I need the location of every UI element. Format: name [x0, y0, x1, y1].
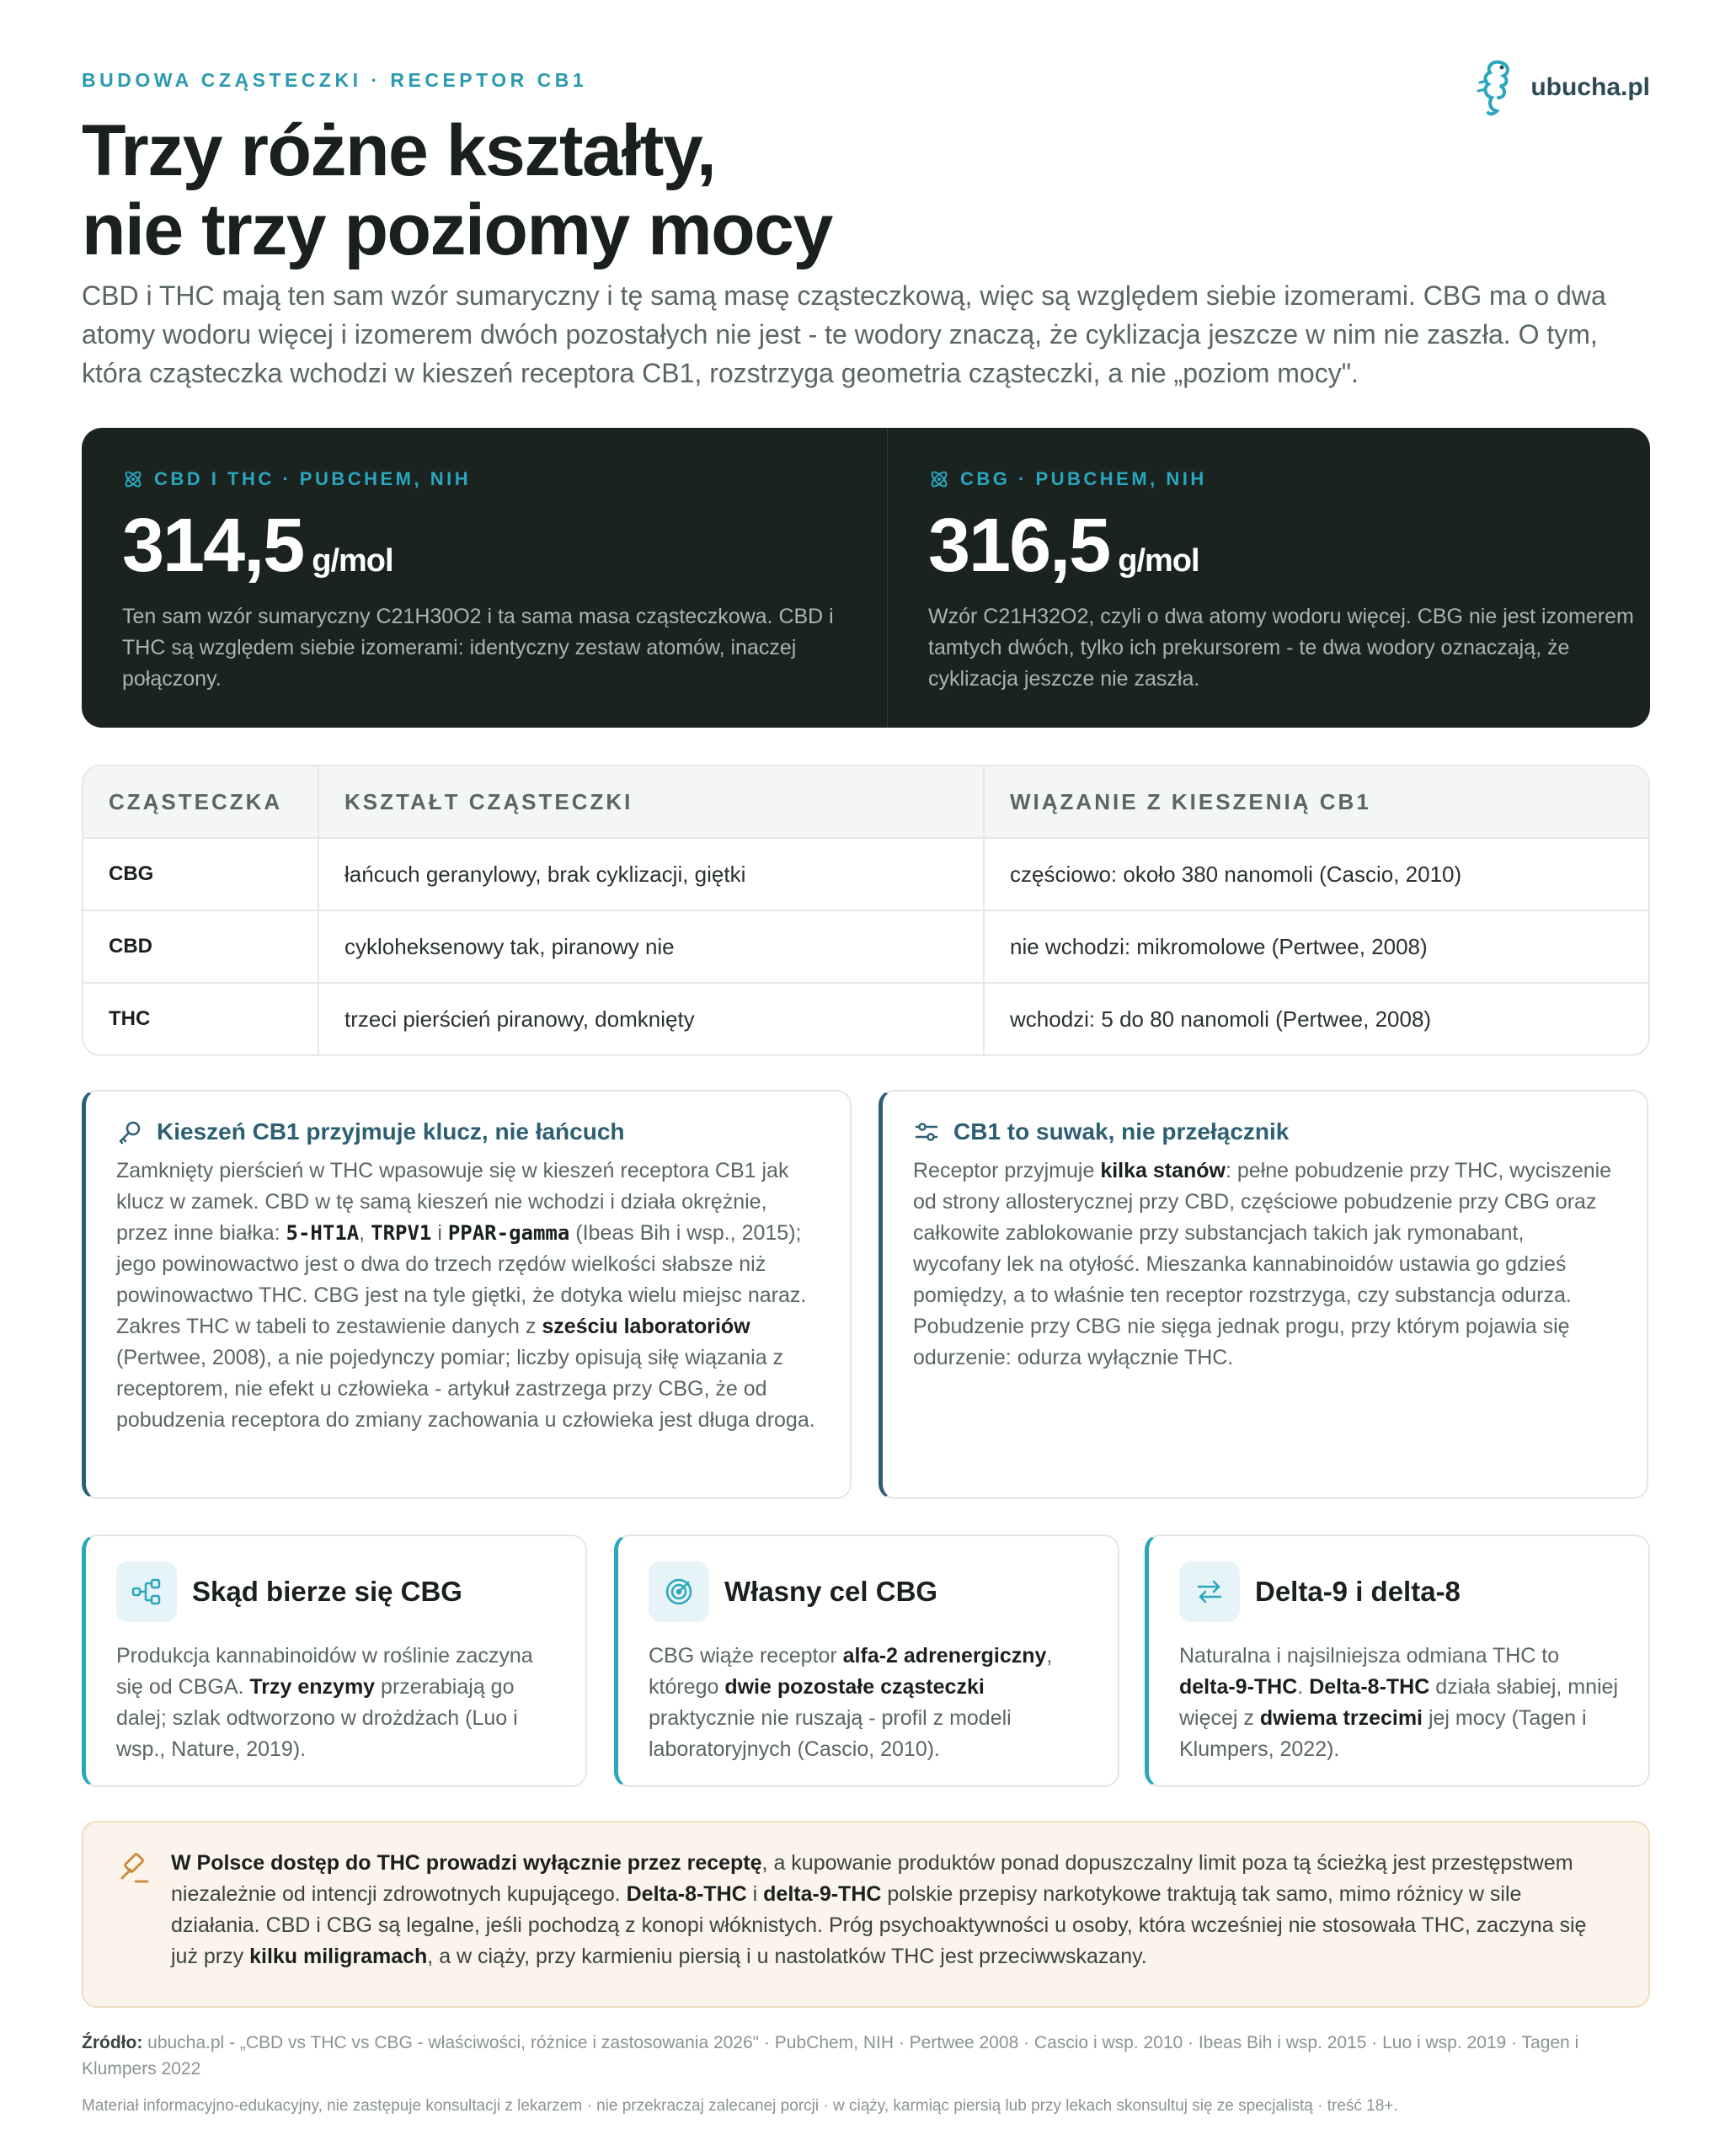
- disclaimer: Materiał informacyjno-edukacyjny, nie zastępuje konsultacji z lekarzem · nie przekraczaj zalecanej porcji · w ciąży, karmiąc piersią lub przy lekach skonsultuj się ze specjalistą · treść 18+.: [82, 2097, 1398, 2115]
- title-line-2: nie trzy poziomy mocy: [82, 189, 832, 270]
- eyebrow: BUDOWA CZĄSTECZKI · RECEPTOR CB1: [82, 69, 588, 91]
- card-delta: [1145, 1534, 1650, 1787]
- card-title: [116, 1118, 820, 1145]
- lead-paragraph: CBD i THC mają ten sam wzór sumaryczny i tę samą masę cząsteczkową, więc są względem siebie izomerami. CBG ma o dwa atomy wodoru więcej i izomerem dwóch pozostałych nie jest - te wodory znaczą, że cyklizacja jeszcze w nim nie zaszła. O tym, która cząsteczka wchodzi w kieszeń receptora CB1, rozstrzyga geometria cząsteczki, a nie „poziom mocy".: [82, 280, 1606, 388]
- stat-unit: g/mol: [312, 543, 393, 579]
- card-text: Receptor przyjmuje kilka stanów: pełne pobudzenie przy THC, wyciszenie od strony allosterycznej przy CBD, częściowe pobudzenie przy CBG oraz całkowite zablokowanie przy substancjach takich jak rymonabant, wycofany lek na otyłość. Mieszanka kannabinoidów ustawia go gdzieś pomiędzy, a to właśnie ten receptor rozstrzyga, czy substancja odurza. Pobudzenie przy CBG nie sięga jednak progu, przy którym pojawia się odurzenie: odurza wyłącznie THC.: [913, 1159, 1612, 1369]
- table-row: [83, 837, 1648, 910]
- stat-description: Ten sam wzór sumaryczny C21H30O2 i ta sama masa cząsteczkowa. CBD i THC są względem siebie izomerami: identyczny zestaw atomów, inaczej połączony.: [122, 605, 834, 691]
- card-title-text: Skąd bierze się CBG: [192, 1576, 462, 1607]
- card-text: Naturalna i najsilniejsza odmiana THC to delta-9-THC. Delta-8-THC działa słabiej, mniej więcej z dwiema trzecimi jej mocy (Tagen i Klumpers, 2022).: [1179, 1644, 1618, 1761]
- comparison-table: [82, 765, 1650, 1056]
- title-line-1: Trzy różne kształty,: [82, 110, 716, 191]
- card-text: Zamknięty pierścień w THC wpasowuje się w kieszeń receptora CB1 jak klucz w zamek. CBD w tę samą kieszeń nie wchodzi i działa okrężnie, przez inne białka: 5-HT1A, TRPV1 i PPAR-gamma (Ibeas Bih i wsp., 2015); jego powinowactwo jest o dwa do trzech rzędów wielkości słabsze niż powinowactwo THC. CBG jest na tyle giętki, że dotyka wielu miejsc naraz. Zakres THC w tabeli to zestawienie danych z sześciu laboratoriów (Pertwee, 2008), a nie pojedynczy pomiar; liczby opisują siłę wiązania z receptorem, nie efekt u człowieka - artykuł zastrzega przy CBG, że od pobudzenia receptora do zmiany zachowania u człowieka jest długa droga.: [116, 1159, 815, 1432]
- card-title: [116, 1561, 557, 1622]
- table-row: [83, 910, 1648, 982]
- icon-badge: [1179, 1561, 1240, 1622]
- source-text: ubucha.pl - „CBD vs THC vs CBG - właściwości, różnice i zastosowania 2026" · PubChem, NIH · Pertwee 2008 · Cascio i wsp. 2010 · Ibeas Bih i wsp. 2015 · Luo i wsp. 2019 · Tagen i Klumpers 2022: [82, 2033, 1579, 2079]
- table-cell-binding: częściowo: około 380 nanomoli (Cascio, 2010): [1010, 861, 1462, 887]
- stat-cbd-thc: [82, 428, 887, 728]
- emphasis: alfa-2 adrenergiczny: [842, 1644, 1047, 1668]
- stat-tag-label: CBG · PUBCHEM, NIH: [960, 468, 1207, 489]
- card-title: [1179, 1561, 1620, 1622]
- icon-badge: [116, 1561, 177, 1622]
- emphasis: delta-9-THC: [1179, 1675, 1298, 1699]
- key-icon: [116, 1118, 143, 1145]
- stat-tag-label: CBD I THC · PUBCHEM, NIH: [154, 468, 472, 489]
- card-title: [649, 1561, 1089, 1622]
- stat-value-row: [122, 505, 846, 586]
- table-cell-shape: łańcuch geranylowy, brak cyklizacji, giętki: [319, 839, 985, 910]
- table-cell-molecule: CBG: [83, 839, 319, 910]
- emphasis: sześciu laboratoriów: [542, 1315, 750, 1338]
- icon-badge: [649, 1561, 709, 1622]
- source-note: [82, 2030, 1650, 2082]
- emphasis: Delta-8-THC: [626, 1882, 747, 1906]
- atom-icon: [928, 468, 950, 490]
- table-cell-molecule: CBD: [83, 911, 319, 982]
- seahorse-logo-icon: [1475, 57, 1519, 118]
- stat-description: Wzór C21H32O2, czyli o dwa atomy wodoru więcej. CBG nie jest izomerem tamtych dwóch, tylko ich prekursorem - te dwa wodory oznaczają, że cyklizacja jeszcze nie zaszła.: [928, 605, 1634, 691]
- protein-name: 5-HT1A: [286, 1221, 360, 1245]
- flow-icon: [131, 1576, 163, 1608]
- stat-value: 316,5: [928, 504, 1110, 588]
- stat-tag: [928, 468, 1653, 490]
- emphasis: dwiema trzecimi: [1259, 1706, 1423, 1730]
- card-title-text: CB1 to suwak, nie przełącznik: [953, 1118, 1290, 1145]
- warning-text: W Polsce dostęp do THC prowadzi wyłącznie przez receptę, a kupowanie produktów ponad dopuszczalny limit poza tą ścieżką jest przestępstwem niezależnie od intencji zdrowotnych kupującego. Delta-8-THC i delta-9-THC polskie przepisy narkotykowe traktują tak samo, mimo różnicy w sile działania. CBD i CBG są legalne, jeśli pochodzą z konopi włóknistych. Próg psychoaktywności u osoby, która wcześniej nie stosowała THC, zaczyna się już przy kilku miligramach, a w ciąży, przy karmieniu piersią i u nastolatków THC jest przeciwwskazany.: [171, 1851, 1587, 1968]
- source-label: Źródło:: [82, 2033, 143, 2052]
- card-title: [913, 1118, 1616, 1145]
- emphasis: Delta-8-THC: [1309, 1675, 1430, 1699]
- card-title-text: Delta-9 i delta-8: [1255, 1576, 1461, 1607]
- table-cell-binding: wchodzi: 5 do 80 nanomoli (Pertwee, 2008): [1010, 1006, 1432, 1032]
- protein-name: TRPV1: [371, 1221, 432, 1245]
- stat-value: 314,5: [122, 504, 304, 588]
- emphasis: dwie pozostałe cząsteczki: [724, 1675, 985, 1699]
- logo[interactable]: [1475, 57, 1650, 118]
- gavel-icon: [117, 1851, 151, 1885]
- table-cell-binding: nie wchodzi: mikromolowe (Pertwee, 2008): [1010, 933, 1428, 959]
- table-cell-shape: cykloheksenowy tak, piranowy nie: [319, 911, 985, 982]
- stat-cbg: [887, 428, 1693, 728]
- stats-panel: [82, 428, 1650, 728]
- emphasis: kilka stanów: [1100, 1159, 1226, 1182]
- card-text: Produkcja kannabinoidów w roślinie zaczyna się od CBGA. Trzy enzymy przerabiają go dalej; szlak odtworzono w drożdżach (Luo i wsp., Nature, 2019).: [116, 1644, 533, 1761]
- table-header: KSZTAŁT CZĄSTECZKI: [319, 766, 985, 837]
- card-cbg-target: [614, 1534, 1119, 1787]
- table-row: [83, 982, 1648, 1054]
- legal-warning: [82, 1821, 1650, 2008]
- table-cell-molecule: THC: [83, 984, 319, 1054]
- card-title-text: Własny cel CBG: [724, 1576, 938, 1607]
- emphasis: Trzy enzymy: [249, 1675, 376, 1699]
- table-header: WIĄZANIE Z KIESZENIĄ CB1: [1010, 788, 1371, 814]
- card-title-text: Kieszeń CB1 przyjmuje klucz, nie łańcuch: [157, 1118, 625, 1145]
- target-icon: [663, 1576, 695, 1608]
- logo-text: ubucha.pl: [1530, 73, 1650, 101]
- sliders-icon: [913, 1118, 940, 1145]
- table-header-row: [83, 766, 1648, 837]
- card-key: [82, 1090, 852, 1499]
- card-text: CBG wiąże receptor alfa-2 adrenergiczny, którego dwie pozostałe cząsteczki praktycznie nie ruszają - profil z modeli laboratoryjnych (Cascio, 2010).: [649, 1644, 1053, 1761]
- card-slider: [879, 1090, 1648, 1499]
- emphasis: delta-9-THC: [763, 1882, 882, 1906]
- swap-arrows-icon: [1194, 1576, 1226, 1608]
- stat-tag: [122, 468, 846, 490]
- emphasis: kilku miligramach: [249, 1945, 428, 1968]
- card-cbg-source: [82, 1534, 587, 1787]
- table-header: CZĄSTECZKA: [83, 766, 319, 837]
- table-cell-shape: trzeci pierścień piranowy, domknięty: [319, 984, 985, 1054]
- atom-icon: [122, 468, 144, 490]
- stat-value-row: [928, 505, 1653, 586]
- page-title: [82, 111, 832, 270]
- stat-unit: g/mol: [1118, 543, 1199, 579]
- protein-name: PPAR-gamma: [447, 1221, 570, 1245]
- emphasis: W Polsce dostęp do THC prowadzi wyłącznie przez receptę: [171, 1851, 762, 1875]
